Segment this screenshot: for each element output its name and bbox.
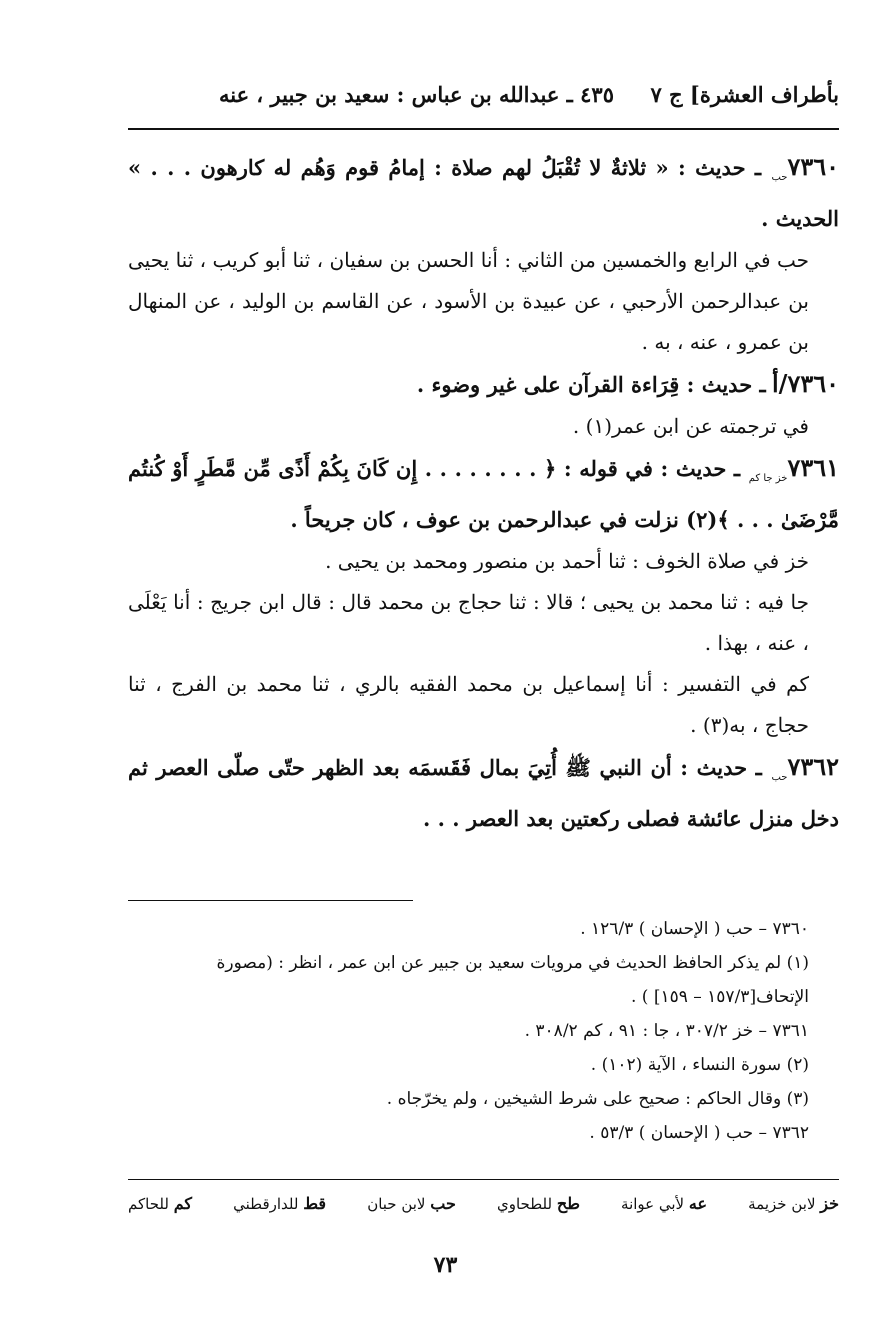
footnote: ٧٣٦١ – خز ٣٠٧/٢ ، جا : ٩١ ، كم ٣٠٨/٢ .	[524, 1021, 809, 1041]
abbreviation-label: لابن خزيمة	[748, 1195, 816, 1213]
header-chapter-title: ٤٣٥ ـ عبدالله بن عباس : سعيد بن جبير ، عنه	[219, 82, 614, 107]
footnote: ٧٣٦٢ – حب ( الإحسان ) ٥٣/٣ .	[589, 1123, 809, 1143]
hadith-text: ـ حديث : « ثلاثةٌ لا تُقْبَلُ لهم صلاة : إمامُ قوم وَهُم له كارهون . . . » الحديث .	[128, 155, 839, 231]
isnad-paragraph: خز في صلاة الخوف : ثنا أحمد بن منصور ومحمد بن يحيى .	[325, 549, 809, 573]
header-book-title: بأطراف العشرة] ج ٧	[650, 82, 839, 107]
hadith-text: ـ حديث : في قوله : ﴿ . . . . . . . . إِن كَانَ بِكُمْ أَذًى مِّن مَّطَرٍ أَوْ كُنتُم مَّرْضَىٰ . . . ﴾(٢) نزلت في عبدالرحمن بن عوف ، كان جريحاً .	[128, 456, 839, 532]
abbreviation-code: كم	[173, 1194, 193, 1213]
page-number: ٧٣	[433, 1252, 458, 1278]
source-sigla: حب	[771, 772, 788, 783]
running-header	[128, 82, 839, 122]
isnad-paragraph: جا فيه : ثنا محمد بن يحيى ؛ قالا : ثنا حجاج بن محمد قال : قال ابن جريج : أنا يَعْلَى ، عنه ، بهذا .	[128, 590, 809, 655]
abbreviation-item	[621, 1194, 707, 1224]
abbreviations-rule	[128, 1179, 839, 1180]
footnote: (٢) سورة النساء ، الآية (١٠٢) .	[590, 1055, 809, 1075]
abbreviation-label: لأبي عوانة	[621, 1195, 685, 1213]
hadith-entry	[128, 363, 839, 406]
abbreviation-item	[128, 1194, 192, 1224]
abbreviation-code: عه	[688, 1194, 708, 1213]
isnad-paragraph: في ترجمته عن ابن عمر(١) .	[572, 414, 809, 438]
source-sigla: خز جا كم	[748, 473, 788, 484]
abbreviation-label: للحاكم	[128, 1195, 169, 1213]
hadith-entry	[128, 447, 839, 541]
abbreviation-label: لابن حبان	[367, 1195, 426, 1213]
abbreviation-item	[367, 1194, 456, 1224]
abbreviation-item	[233, 1194, 326, 1224]
footnote: (١) لم يذكر الحافظ الحديث في مرويات سعيد بن جبير عن ابن عمر ، انظر : (مصورة الإتحاف[١٥٧/٣ – ١٥٩] ) .	[216, 953, 809, 1007]
isnad-paragraph: كم في التفسير : أنا إسماعيل بن محمد الفقيه بالري ، ثنا محمد بن الفرج ، ثنا حجاج ، به(٣) .	[128, 672, 809, 737]
footnote: ٧٣٦٠ – حب ( الإحسان ) ١٢٦/٣ .	[580, 919, 809, 939]
header-rule	[128, 128, 839, 130]
hadith-number: ٧٣٦٠	[787, 152, 840, 181]
main-text	[128, 146, 839, 840]
hadith-number: ٧٣٦١	[787, 453, 839, 482]
abbreviation-label: للدارقطني	[233, 1195, 299, 1213]
hadith-number: ٧٣٦٠/أ	[772, 369, 839, 398]
abbreviation-code: قط	[303, 1194, 327, 1213]
abbreviation-code: حب	[430, 1194, 456, 1213]
hadith-number: ٧٣٦٢	[787, 752, 840, 781]
abbreviation-code: طح	[556, 1194, 580, 1213]
footnote-rule	[128, 900, 413, 901]
source-sigla: حب	[771, 172, 788, 183]
hadith-text: ـ حديث : أن النبي ﷺ أُتِيَ بمال فَقَسمَه بعد الظهر حتّى صلّى العصر ثم دخل منزل عائشة فصلى ركعتين بعد العصر . . .	[128, 755, 839, 831]
hadith-entry	[128, 746, 839, 840]
isnad-paragraph: حب في الرابع والخمسين من الثاني : أنا الحسن بن سفيان ، ثنا أبو كريب ، ثنا يحيى بن عبدالرحمن الأرحبي ، عن عبيدة بن الأسود ، عن القاسم بن الوليد ، عن المنهال بن عمرو ، عنه ، به .	[128, 248, 809, 354]
hadith-entry	[128, 146, 839, 240]
abbreviation-item	[748, 1194, 839, 1224]
footnote: (٣) وقال الحاكم : صحيح على شرط الشيخين ، ولم يخرّجاه .	[386, 1089, 809, 1109]
footnotes	[128, 912, 839, 1150]
abbreviations-key	[128, 1194, 839, 1224]
abbreviation-label: للطحاوي	[497, 1195, 553, 1213]
abbreviation-item	[497, 1194, 580, 1224]
hadith-text: ـ حديث : قِرَاءة القرآن على غير وضوء .	[416, 372, 766, 397]
abbreviation-code: خز	[820, 1194, 839, 1213]
